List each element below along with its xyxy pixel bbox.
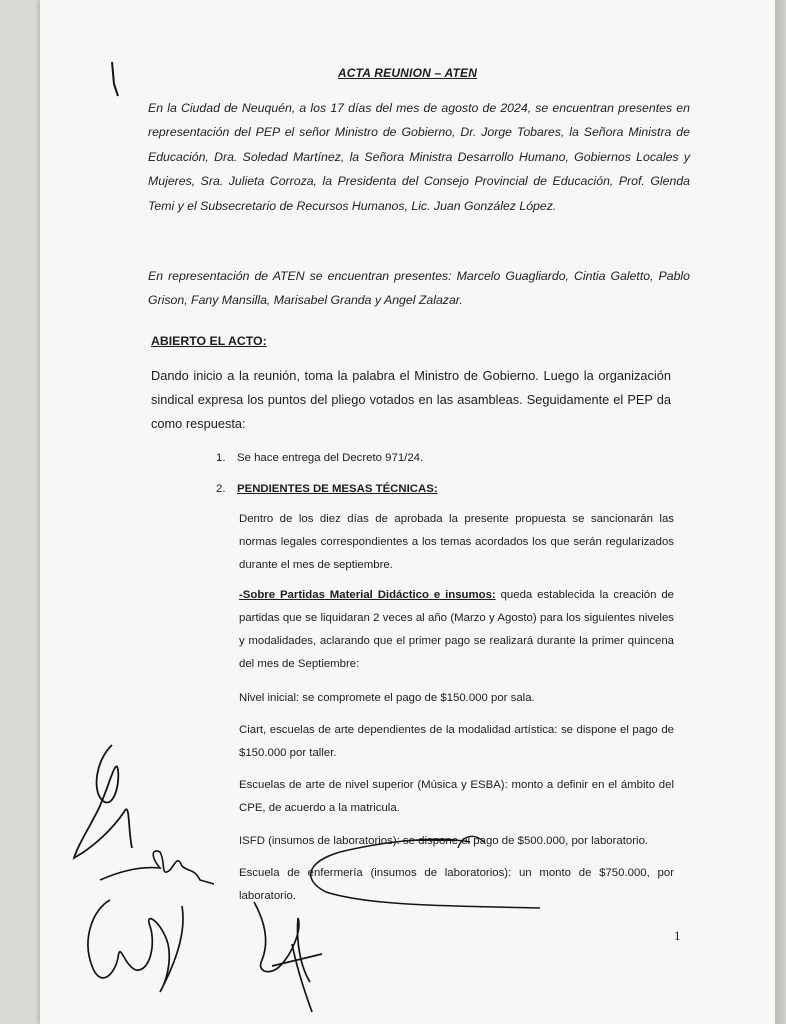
- item-number: 1.: [216, 452, 226, 464]
- ciart-paragraph: Ciart, escuelas de arte dependientes de la modalidad artística: se dispone el pago de $150.000 por taller.: [239, 724, 674, 759]
- item-heading: PENDIENTES DE MESAS TÉCNICAS:: [237, 483, 438, 495]
- opening-paragraph: Dando inicio a la reunión, toma la palabra el Ministro de Gobierno. Luego la organización sindical expresa los puntos del pliego votados en las asambleas. Seguidamente el PEP da como respuesta:: [151, 368, 671, 431]
- nivel-inicial-line: Nivel inicial: se compromete el pago de $150.000 por sala.: [239, 692, 535, 704]
- margin-mark: [112, 62, 118, 96]
- isfd-struck-text: se dispone: [402, 835, 459, 847]
- escuelas-arte-paragraph: Escuelas de arte de nivel superior (Música y ESBA): monto a definir en el ámbito del CPE, de acuerdo a la matricula.: [239, 779, 674, 814]
- signature-2: [100, 851, 214, 884]
- page-number: 1: [674, 928, 681, 943]
- item-number: 2.: [216, 483, 226, 495]
- signature-1: [74, 745, 132, 858]
- document-title: ACTA REUNION – ATEN: [337, 66, 478, 80]
- aten-attendees-paragraph: En representación de ATEN se encuentran presentes: Marcelo Guagliardo, Cintia Galetto, Pablo Grison, Fany Mansilla, Marisabel Granda y Angel Zalazar.: [148, 269, 690, 308]
- signature-5: [311, 839, 540, 908]
- mesas-paragraph: Dentro de los diez días de aprobada la presente propuesta se sancionarán las normas legales correspondientes a los temas acordados los que serán regularizados durante el mes de septiembre.: [239, 513, 674, 571]
- section-heading: ABIERTO EL ACTO:: [151, 334, 267, 348]
- partidas-lead: -Sobre Partidas Material Didáctico e insumos:: [239, 589, 496, 601]
- isfd-text-start: ISFD (insumos de laboratorios):: [239, 835, 403, 847]
- signature-tick: [458, 836, 484, 848]
- intro-paragraph: En la Ciudad de Neuquén, a los 17 días del mes de agosto de 2024, se encuentran presentes en representación del PEP el señor Ministro de Gobierno, Dr. Jorge Tobares, la Señora Ministra de Educación, Dra. Soledad Martínez, la Señora Ministra Desarrollo Humano, Gobiernos Locales y Mujeres, Sra. Julieta Corroza, la Presidenta del Consejo Provincial de Educación, Prof. Glenda Temi y el Subsecretario de Recursos Humanos, Lic. Juan González López.: [148, 101, 690, 213]
- partidas-text: queda establecida la creación de partidas que se liquidaran 2 veces al año (Marzo y Agosto) para los siguientes niveles y modalidades, aclarando que el primer pago se realizará durante la primer quincena del mes de Septiembre:: [239, 589, 674, 670]
- signature-3: [88, 900, 183, 992]
- item-text: Se hace entrega del Decreto 971/24.: [237, 452, 424, 464]
- isfd-text-end: el pago de $500.000, por laboratorio.: [458, 835, 649, 847]
- enfermeria-paragraph: Escuela de enfermería (insumos de laboratorios): un monto de $750.000, por laboratorio.: [239, 867, 674, 902]
- signature-4: [254, 902, 322, 1012]
